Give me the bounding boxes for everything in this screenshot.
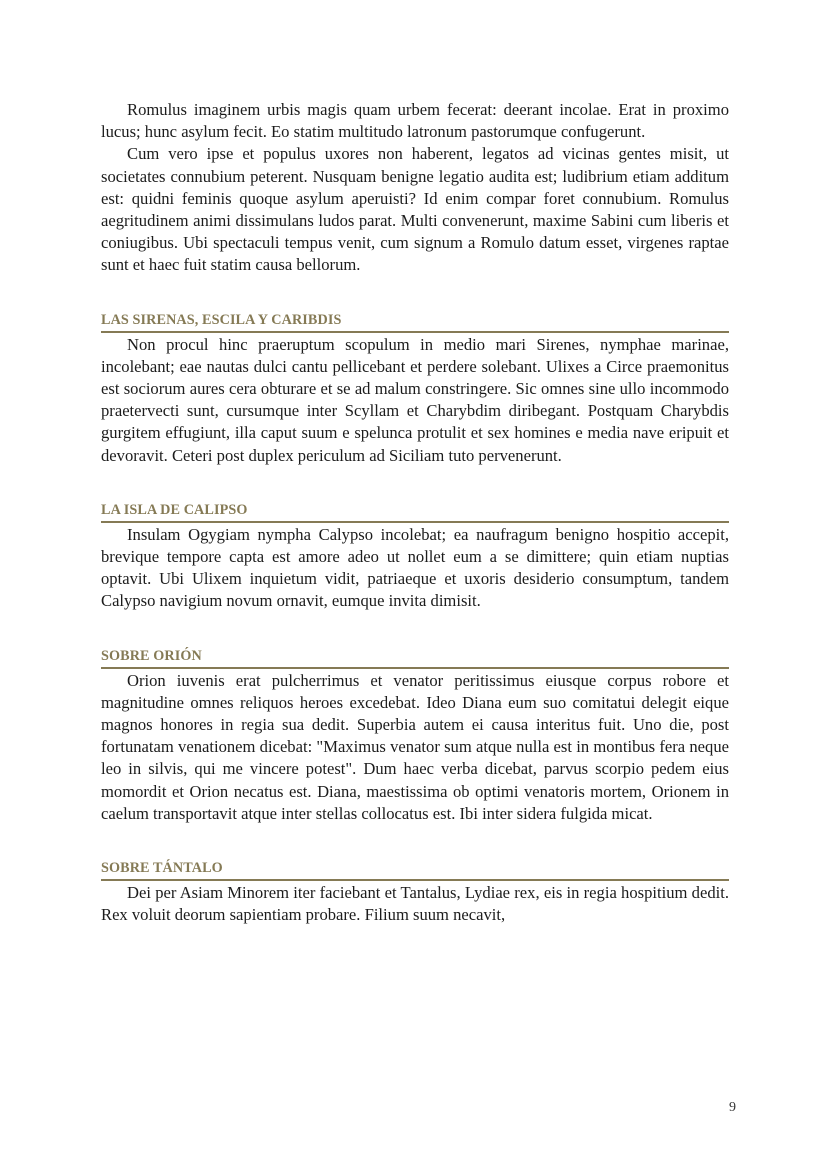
section-sirenas — [101, 310, 729, 467]
section-tantalo — [101, 858, 729, 926]
section-paragraph: Orion iuvenis erat pulcherrimus et venator peritissimus eiusque corpus robore et magnitudine omnes reliquos heroes excedebat. Ideo Diana eum suo comitatui delegit eique magnos honores in regia sua dedit. Superbia autem ei causa interitus fuit. Uno die, post fortunatam venationem dicebat: "Maximus venator sum atque nulla est in montibus fera neque leo in silvis, qui me vincere potest". Dum haec verba dicebat, parvus scorpio pedem eius momordit et Orion necatus est. Diana, maestissima ob optimi venatoris mortem, Orionem in caelum transportavit atque inter stellas collocatus est. Ibi inter sidera fulgida micat. — [101, 670, 729, 823]
section-orion — [101, 646, 729, 825]
section-paragraph: Insulam Ogygiam nympha Calypso incolebat; ea naufragum benigno hospitio accepit, brevique tempore capta est amore adeo ut nollet eum a se dimittere; quin etiam nuptias optavit. Ubi Ulixem inquietum vidit, patriaeque et uxoris desiderio consumptum, tandem Calypso navigium novum ornavit, eumque invita dimisit. — [101, 524, 729, 611]
section-paragraph: Dei per Asiam Minorem iter faciebant et Tantalus, Lydiae rex, eis in regia hospitium dedit. Rex voluit deorum sapientiam probare. Filium suum necavit, — [101, 883, 729, 925]
page-number: 9 — [729, 1100, 736, 1115]
section-heading: LA ISLA DE CALIPSO — [101, 500, 729, 523]
document-page — [101, 99, 729, 926]
intro-paragraph-2: Cum vero ipse et populus uxores non haberent, legatos ad vicinas gentes misit, ut societates connubium peterent. Nusquam benigne legatio audita est; ludibrium etiam additum est: quidni feminis quoque asylum aperuisti? Id enim compar foret connubium. Romulus aegritudinem animi dissimulans ludos parat. Multi convenerunt, maxime Sabini cum liberis et coniugibus. Ubi spectaculi tempus venit, cum signum a Romulo datum esset, virgenes raptae sunt et haec fuit statim causa bellorum. — [101, 144, 729, 275]
section-heading: SOBRE ORIÓN — [101, 646, 729, 669]
section-paragraph: Non procul hinc praeruptum scopulum in medio mari Sirenes, nymphae marinae, incolebant; eae nautas dulci cantu pellicebant et perdere solebant. Ulixes a Circe praemonitus est sociorum aures cera obturare et se ad malum constringere. Sic omnes sine ullo incommodo praetervecti sunt, cursumque inter Scyllam et Charybdim diribegant. Postquam Charybdis gurgitem effugiunt, illa caput suum e spelunca protulit et sex homines e media nave eripuit et devoravit. Ceteri post duplex periculum ad Siciliam tuto pervenerunt. — [101, 334, 729, 465]
section-heading: LAS SIRENAS, ESCILA Y CARIBDIS — [101, 310, 729, 333]
intro-paragraph-1: Romulus imaginem urbis magis quam urbem fecerat: deerant incolae. Erat in proximo lucus; hunc asylum fecit. Eo statim multitudo latronum pastorumque confugerunt. — [101, 100, 729, 142]
section-heading: SOBRE TÁNTALO — [101, 858, 729, 881]
section-calipso — [101, 500, 729, 613]
